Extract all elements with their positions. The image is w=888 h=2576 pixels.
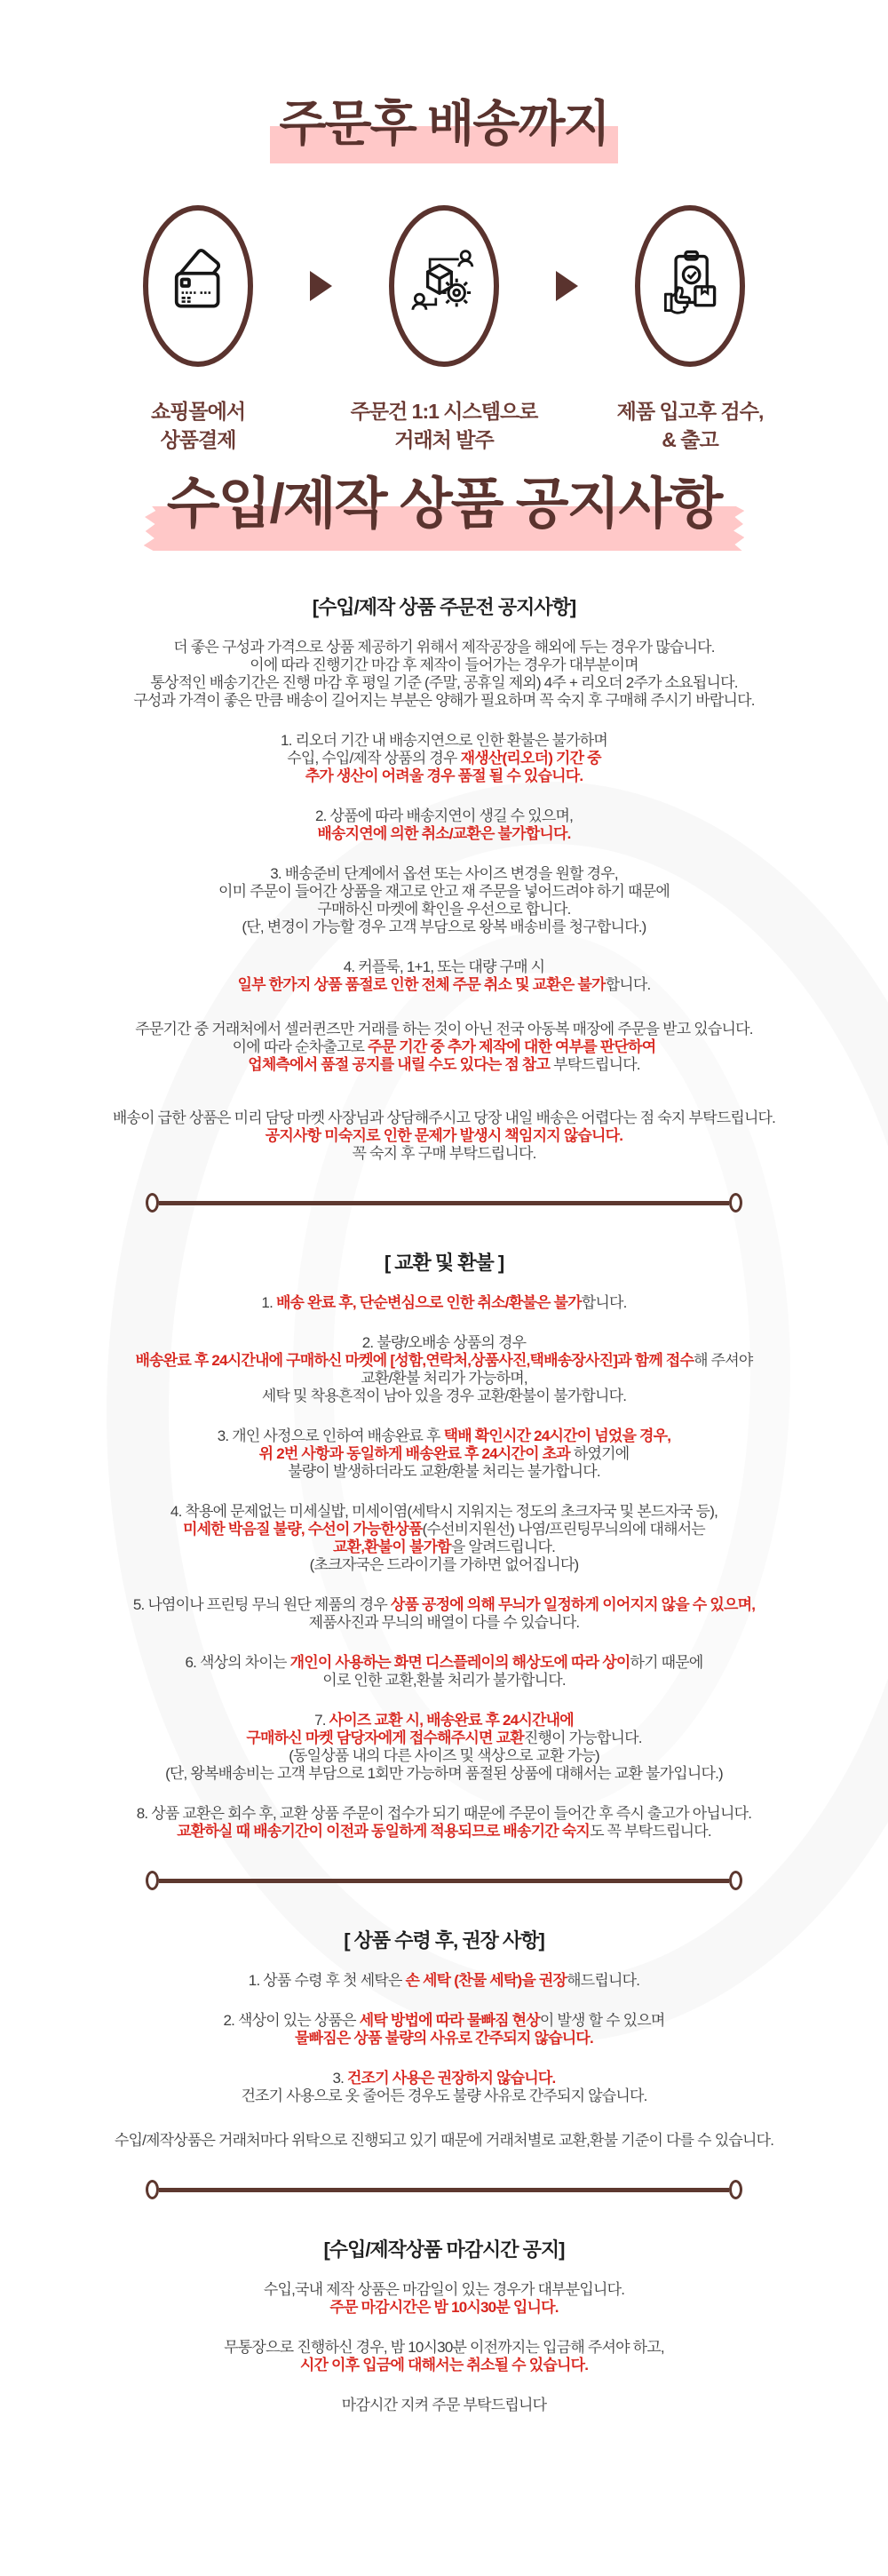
text-segment: 상품 공정에 의해 무늬가 일정하게 이어지지 않을 수 있으며, bbox=[390, 1596, 756, 1613]
text-segment: 배송이 급한 상품은 미리 담당 마켓 사장님과 상담해주시고 당장 내일 배송은 어렵다는 점 숙지 부탁드립니다. bbox=[112, 1109, 776, 1126]
text-segment: 배송지연에 의한 취소/교환은 불가합니다. bbox=[317, 825, 571, 842]
credit-card-icon bbox=[157, 245, 239, 327]
section-divider bbox=[146, 1871, 742, 1890]
notice-line bbox=[0, 2070, 888, 2087]
text-segment: 주문 마감시간은 밤 10시30분 입니다. bbox=[329, 2299, 559, 2316]
text-segment: 합니다. bbox=[581, 1294, 627, 1311]
step-oval bbox=[389, 205, 499, 367]
text-segment: 배송 완료 후, 단순변심으로 인한 취소/환불은 불가 bbox=[275, 1294, 582, 1311]
notice-body bbox=[0, 596, 888, 2414]
text-segment: 택배 확인시간 24시간이 넘었을 경우, bbox=[443, 1427, 671, 1444]
text-segment: 2. 색상이 있는 상품은 bbox=[223, 2012, 360, 2029]
text-segment: 일부 한가지 상품 품절로 인한 전체 주문 취소 및 교환은 불가 bbox=[237, 976, 606, 993]
text-segment: 수입,국내 제작 상품은 마감일이 있는 경우가 대부분입니다. bbox=[263, 2281, 625, 2298]
text-segment: 교환하실 때 배송기간이 이전과 동일하게 적용되므로 배송기간 숙지 bbox=[177, 1823, 591, 1840]
text-segment: 5. 나염이나 프린팅 무늬 원단 제품의 경우 bbox=[132, 1596, 391, 1613]
notice-line bbox=[0, 2339, 888, 2357]
text-segment: 더 좋은 구성과 가격으로 상품 제공하기 위해서 제작공장을 해외에 두는 경우가 많습니다. bbox=[173, 639, 715, 656]
notice-paragraph bbox=[0, 639, 888, 710]
text-segment: 6. 색상의 차이는 bbox=[185, 1654, 290, 1671]
notice-line bbox=[0, 692, 888, 710]
text-segment: 1. 상품 수령 후 첫 세탁은 bbox=[248, 1972, 406, 1989]
notice-line bbox=[0, 1712, 888, 1729]
notice-paragraph bbox=[0, 1972, 888, 1990]
text-segment: 2. 상품에 따라 배송지연이 생길 수 있으며, bbox=[315, 807, 573, 824]
notice-line bbox=[0, 883, 888, 901]
text-segment: 부탁드립니다. bbox=[553, 1056, 640, 1073]
notice-line bbox=[0, 639, 888, 656]
text-segment: 구성과 가격이 좋은 만큼 배송이 길어지는 부분은 양해가 필요하며 꼭 숙지 후 구매해 주시기 바랍니다. bbox=[133, 692, 755, 709]
notice-line bbox=[0, 1823, 888, 1841]
notice-line bbox=[0, 2012, 888, 2030]
inspection-shipping-icon bbox=[649, 245, 731, 327]
notice-line bbox=[0, 1352, 888, 1370]
notice-paragraph bbox=[0, 2132, 888, 2150]
text-segment: 해 주셔야 bbox=[694, 1352, 753, 1369]
notice-line bbox=[0, 767, 888, 785]
divider-line bbox=[159, 2188, 729, 2192]
notice-line bbox=[0, 1596, 888, 1614]
notice-line bbox=[0, 2030, 888, 2047]
step-oval bbox=[143, 205, 253, 367]
notice-line bbox=[0, 2132, 888, 2150]
process-step-order-system bbox=[332, 205, 556, 454]
text-segment: 위 2번 사항과 동일하게 배송완료 후 24시간이 초과 bbox=[258, 1445, 574, 1462]
text-segment: 교환/환불 처리가 가능하며, bbox=[361, 1370, 527, 1387]
text-segment: 이에 따라 순차출고로 bbox=[232, 1038, 369, 1055]
text-segment: 마감시간 지켜 주문 부탁드립니다 bbox=[341, 2397, 547, 2413]
notice-line bbox=[0, 1672, 888, 1690]
text-segment: 세탁 방법에 따라 물빠짐 현상 bbox=[359, 2012, 540, 2029]
text-segment: 해드립니다. bbox=[567, 1972, 640, 1989]
notice-line bbox=[0, 1056, 888, 1074]
notice-line bbox=[0, 1765, 888, 1783]
notice-line bbox=[0, 918, 888, 936]
text-segment: 시간 이후 입금에 대해서는 취소될 수 있습니다. bbox=[299, 2357, 589, 2373]
text-segment: 사이즈 교환 시, 배송완료 후 24시간내에 bbox=[329, 1712, 574, 1729]
notice-paragraph bbox=[0, 1503, 888, 1574]
step-label bbox=[578, 397, 802, 454]
text-segment: 진행이 가능합니다. bbox=[523, 1729, 642, 1746]
notice-line bbox=[0, 674, 888, 692]
step-label-line: 제품 입고후 검수, bbox=[616, 400, 764, 423]
notice-line bbox=[0, 1972, 888, 1990]
notice-paragraph bbox=[0, 1294, 888, 1312]
text-segment: 건조기 사용으로 옷 줄어든 경우도 불량 사유로 간주되지 않습니다. bbox=[241, 2087, 647, 2104]
notice-line bbox=[0, 1334, 888, 1352]
text-segment: 하기 때문에 bbox=[630, 1654, 703, 1671]
notice-line bbox=[0, 1038, 888, 1056]
section-heading: [ 교환 및 환불 ] bbox=[384, 1252, 504, 1274]
notice-line bbox=[0, 1387, 888, 1405]
notice-paragraph bbox=[0, 865, 888, 936]
notice-line bbox=[0, 1729, 888, 1747]
step-label-line: 주문건 1:1 시스템으로 bbox=[350, 400, 538, 423]
step-oval bbox=[635, 205, 745, 367]
text-segment: 업체측에서 품절 공지를 내릴 수도 있다는 점 참고 bbox=[248, 1056, 554, 1073]
text-segment: 이에 따라 진행기간 마감 후 제작이 들어가는 경우가 대부분이며 bbox=[250, 656, 638, 673]
text-segment: 미세한 박음질 불량, 수선이 가능한상품 bbox=[183, 1521, 423, 1538]
notice-paragraph bbox=[0, 1654, 888, 1690]
text-segment: 구매하신 마켓 담당자에게 접수해주시면 교환 bbox=[246, 1729, 524, 1746]
text-segment: 주문기간 중 거래처에서 셀러퀸즈만 거래를 하는 것이 아닌 전국 아동복 매장에 주문을 받고 있습니다. bbox=[135, 1021, 753, 1038]
notice-paragraph bbox=[0, 2070, 888, 2105]
order-to-delivery-title bbox=[0, 0, 888, 151]
notice-paragraph bbox=[0, 1109, 888, 1163]
text-segment: 개인이 사용하는 화면 디스플레이의 해상도에 따라 상이 bbox=[289, 1654, 630, 1671]
divider-end-ring bbox=[729, 1193, 742, 1212]
text-segment: (동일상품 내의 다른 사이즈 및 색상으로 교환 가능) bbox=[289, 1747, 599, 1764]
text-segment: (초크자국은 드라이기를 가하면 없어집니다) bbox=[309, 1556, 579, 1573]
text-segment: 꼭 숙지 후 구매 부탁드립니다. bbox=[352, 1145, 536, 1162]
notice-line bbox=[0, 1521, 888, 1538]
divider-end-ring bbox=[146, 1871, 159, 1890]
notice-line bbox=[0, 958, 888, 976]
text-segment: 제품사진과 무늬의 배열이 다를 수 있습니다. bbox=[308, 1614, 580, 1631]
notice-paragraph bbox=[0, 1805, 888, 1841]
text-segment: 1. bbox=[261, 1294, 276, 1311]
import-notice-title bbox=[0, 454, 888, 535]
notice-line bbox=[0, 1614, 888, 1632]
text-segment: 이로 인한 교환,환불 처리가 불가합니다. bbox=[322, 1672, 566, 1689]
notice-line bbox=[0, 1503, 888, 1521]
text-segment: 4. 착용에 문제없는 미세실밥, 미세이염(세탁시 지워지는 정도의 초크자국 및 본드자국 등), bbox=[170, 1503, 718, 1520]
notice-line bbox=[0, 825, 888, 843]
text-segment: 주문 기간 중 추가 제작에 대한 여부를 판단하여 bbox=[368, 1038, 656, 1055]
notice-paragraph bbox=[0, 1596, 888, 1632]
section-divider bbox=[146, 2180, 742, 2199]
section-heading: [수입/제작 상품 주문전 공지사항] bbox=[312, 596, 576, 618]
order-system-icon bbox=[403, 245, 485, 327]
process-step-payment bbox=[86, 205, 310, 454]
right-arrow-icon bbox=[310, 271, 332, 301]
notice-line bbox=[0, 2087, 888, 2105]
text-segment: 이 발생 할 수 있으며 bbox=[539, 2012, 665, 2029]
notice-paragraph bbox=[0, 1712, 888, 1783]
notice-line bbox=[0, 1109, 888, 1127]
notice-line bbox=[0, 1294, 888, 1312]
notice-line bbox=[0, 2397, 888, 2414]
step-label-line: 거래처 발주 bbox=[394, 428, 494, 451]
notice-line bbox=[0, 2281, 888, 2299]
notice-line bbox=[0, 1127, 888, 1145]
text-segment: 3. 개인 사정으로 인하여 배송완료 후 bbox=[217, 1427, 444, 1444]
text-segment: 무통장으로 진행하신 경우, 밤 10시30분 이전까지는 입금해 주셔야 하고, bbox=[224, 2339, 664, 2356]
text-segment: 3. bbox=[332, 2070, 348, 2087]
notice-line bbox=[0, 976, 888, 994]
text-segment: 수입, 수입/제작 상품의 경우 bbox=[287, 750, 461, 767]
section-heading: [ 상품 수령 후, 권장 사항] bbox=[344, 1929, 544, 1952]
right-arrow-icon bbox=[556, 271, 578, 301]
notice-line bbox=[0, 1556, 888, 1574]
order-to-delivery-title-text: 주문후 배송까지 bbox=[279, 96, 609, 151]
notice-line bbox=[0, 1654, 888, 1672]
text-segment: 통상적인 배송기간은 진행 마감 후 평일 기준 (주말, 공휴일 제외) 4주 + 리오더 2주가 소요됩니다. bbox=[150, 674, 738, 691]
notice-paragraph bbox=[0, 2397, 888, 2414]
notice-line bbox=[0, 1747, 888, 1765]
notice-line bbox=[0, 1463, 888, 1481]
text-segment: 이미 주문이 들어간 상품을 재고로 안고 재 주문을 넣어드려야 하기 때문에 bbox=[218, 883, 670, 900]
text-segment: 불량이 발생하더라도 교환/환불 처리는 불가합니다. bbox=[288, 1463, 600, 1480]
text-segment: 손 세탁 (찬물 세탁)을 권장 bbox=[405, 1972, 567, 1989]
notice-paragraph bbox=[0, 1021, 888, 1074]
text-segment: 2. 불량/오배송 상품의 경우 bbox=[361, 1334, 527, 1351]
text-segment: (단, 왕복배송비는 고객 부담으로 1회만 가능하며 품절된 상품에 대해서는 교환 불가입니다.) bbox=[165, 1765, 723, 1782]
notice-paragraph bbox=[0, 2012, 888, 2047]
notice-line bbox=[0, 2357, 888, 2374]
notice-line bbox=[0, 807, 888, 825]
import-notice-title-text: 수입/제작 상품 공지사항 bbox=[166, 473, 722, 535]
notice-line bbox=[0, 732, 888, 750]
divider-end-ring bbox=[146, 1193, 159, 1212]
notice-line bbox=[0, 1445, 888, 1463]
notice-paragraph bbox=[0, 807, 888, 843]
text-segment: 세탁 및 착용흔적이 남아 있을 경우 교환/환불이 불가합니다. bbox=[261, 1387, 627, 1404]
step-label-line: & 출고 bbox=[662, 428, 718, 451]
text-segment: 구매하신 마켓에 확인을 우선으로 합니다. bbox=[317, 901, 571, 918]
text-segment: 1. 리오더 기간 내 배송지연으로 인한 환불은 불가하며 bbox=[280, 732, 608, 749]
step-label-line: 상품결제 bbox=[160, 428, 236, 451]
text-segment: 하였기에 bbox=[573, 1445, 630, 1462]
notice-line bbox=[0, 1427, 888, 1445]
text-segment: 재생산(리오더) 기간 중 bbox=[460, 750, 601, 767]
notice-line bbox=[0, 656, 888, 674]
notice-line bbox=[0, 1370, 888, 1387]
divider-line bbox=[159, 1201, 729, 1205]
text-segment: 수입/제작상품은 거래처마다 위탁으로 진행되고 있기 때문에 거래처별로 교환,환불 기준이 다를 수 있습니다. bbox=[114, 2132, 774, 2149]
text-segment: 을 알려드립니다. bbox=[450, 1538, 556, 1555]
text-segment: (단, 변경이 가능할 경우 고객 부담으로 왕복 배송비를 청구합니다.) bbox=[242, 918, 646, 935]
step-label bbox=[86, 397, 310, 454]
text-segment: (수선비지원선) 나염/프린팅무늬의에 대해서는 bbox=[422, 1521, 705, 1538]
notice-line bbox=[0, 865, 888, 883]
text-segment: 4. 커플룩, 1+1, 또는 대량 구매 시 bbox=[343, 958, 545, 975]
text-segment: 건조기 사용은 권장하지 않습니다. bbox=[347, 2070, 556, 2087]
notice-line bbox=[0, 2299, 888, 2317]
step-label-line: 쇼핑몰에서 bbox=[150, 400, 246, 423]
notice-line bbox=[0, 901, 888, 918]
text-segment: 7. bbox=[314, 1712, 329, 1729]
text-segment: 교환,환불이 불가함 bbox=[332, 1538, 451, 1555]
notice-line bbox=[0, 1538, 888, 1556]
text-segment: 3. 배송준비 단계에서 옵션 또는 사이즈 변경을 원할 경우, bbox=[270, 865, 618, 882]
text-segment: 배송완료 후 24시간내에 구매하신 마켓에 [성함,연락처,상품사진,택배송장사진]과 함께 접수 bbox=[135, 1352, 694, 1369]
step-label bbox=[332, 397, 556, 454]
divider-end-ring bbox=[729, 1871, 742, 1890]
text-segment: 도 꼭 부탁드립니다. bbox=[590, 1823, 711, 1840]
notice-line bbox=[0, 1021, 888, 1038]
notice-line bbox=[0, 1805, 888, 1823]
notice-paragraph bbox=[0, 2339, 888, 2374]
text-segment: 공지사항 미숙지로 인한 문제가 발생시 책임지지 않습니다. bbox=[265, 1127, 623, 1144]
text-segment: 8. 상품 교환은 회수 후, 교환 상품 주문이 접수가 되기 때문에 주문이 들어간 후 즉시 출고가 아닙니다. bbox=[136, 1805, 752, 1822]
divider-end-ring bbox=[729, 2180, 742, 2199]
notice-paragraph bbox=[0, 1427, 888, 1481]
text-segment: 합니다. bbox=[605, 976, 651, 993]
section-heading: [수입/제작상품 마감시간 공지] bbox=[323, 2238, 565, 2261]
process-step-inspection bbox=[578, 205, 802, 454]
divider-line bbox=[159, 1879, 729, 1883]
notice-paragraph bbox=[0, 958, 888, 994]
divider-end-ring bbox=[146, 2180, 159, 2199]
notice-line bbox=[0, 1145, 888, 1163]
notice-paragraph bbox=[0, 732, 888, 785]
notice-paragraph bbox=[0, 2281, 888, 2317]
order-process-steps bbox=[0, 205, 888, 454]
text-segment: 추가 생산이 어려울 경우 품절 될 수 있습니다. bbox=[305, 767, 583, 784]
text-segment: 물빠짐은 상품 불량의 사유로 간주되지 않습니다. bbox=[295, 2030, 593, 2047]
notice-paragraph bbox=[0, 1334, 888, 1405]
notice-line bbox=[0, 750, 888, 767]
section-divider bbox=[146, 1193, 742, 1212]
